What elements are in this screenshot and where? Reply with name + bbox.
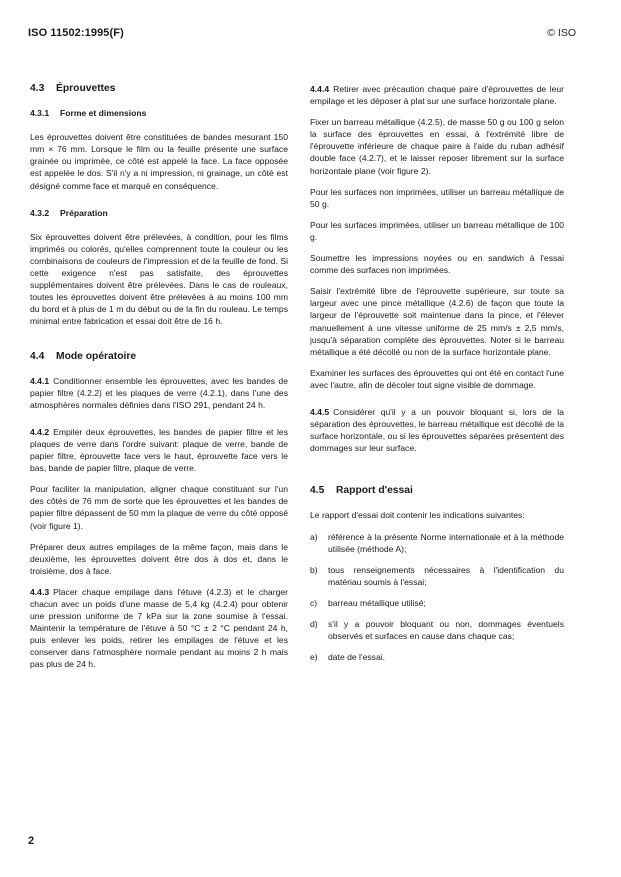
clause-text: Considérer qu'il y a un pouvoir bloquant si, lors de la séparation des éprouvettes, le barreau métallique est décollé de la surface horizontale, ou si les éprouvettes séparées présentent des dommages sur leur surface. xyxy=(310,406,564,454)
clause-text: Placer chaque empilage dans l'étuve (4.2.3) et le charger chacun avec un poids d'une masse de 5,4 kg (4.2.4) pour obtenir une pression uniforme de 7 kPa sur la zone soumise à l'essai. Maintenir la température de l'étuve à 50 °C ± 2 °C pendant 24 h, puis enlever les poids, retirer les empilages de l'étuve et les conserver dans l'atmosphère normale pendant au moins 2 h mais pas plus de 24 h. xyxy=(30,586,288,670)
list-text: référence à la présente Norme internationale et à la méthode utilisée (méthode A); xyxy=(328,531,564,554)
list-text: date de l'essai. xyxy=(328,652,386,663)
list-item xyxy=(310,618,564,642)
paragraph: Examiner les surfaces des éprouvettes qui ont été en contact l'une avec l'autre, afin de décoler tout signe visible de dommage. xyxy=(310,367,564,390)
section-number: 4.3 xyxy=(30,83,45,94)
paragraph: Fixer un barreau métallique (4.2.5), de masse 50 g ou 100 g selon la surface des éprouvettes en essai, à l'extrémité libre de l'éprouvette inférieure de chaque paire à l'aide du ruban adhésif double face (4.2.7), et le laisser reposer librement sur la surface horizontale plane (voir figure 2). xyxy=(310,117,564,176)
paragraph xyxy=(310,406,564,454)
standard-reference: ISO 11502:1995(F) xyxy=(28,27,124,39)
clause-number: 4.4.1 xyxy=(30,375,50,386)
page-number: 2 xyxy=(28,835,35,847)
clause-text: Retirer avec précaution chaque paire d'éprouvettes de leur empilage et les déposer à plat sur une surface horizontale plane. xyxy=(310,84,564,107)
section-title: Rapport d'essai xyxy=(336,485,413,497)
section-4-4-heading xyxy=(30,351,288,363)
list-label: d) xyxy=(310,619,318,629)
list-label: a) xyxy=(310,531,318,542)
list-label: b) xyxy=(310,564,318,575)
section-number: 4.3.2 xyxy=(30,207,50,218)
paragraph: Pour faciliter la manipulation, aligner chaque constituant sur l'un des côtés de 76 mm de sorte que les éprouvettes et les bandes de papier filtre dépassent de 50 mm la plaque de verre du côté opposé (voir figure 1). xyxy=(30,484,288,531)
paragraph xyxy=(310,83,564,107)
list-label: c) xyxy=(310,597,318,608)
list-item xyxy=(310,531,564,555)
list-item xyxy=(310,651,564,663)
copyright-notice: © ISO xyxy=(547,27,576,39)
section-4-3-1-heading xyxy=(30,107,288,119)
clause-number: 4.4.4 xyxy=(310,84,330,94)
clause-number: 4.4.2 xyxy=(30,426,50,437)
paragraph: Les éprouvettes doivent être constituées de bandes mesurant 150 mm × 76 mm. Lorsque le film ou la feuille présente une surface grainée ou imprimée, ce côté est appelé la face. La face opposée est appelée le dos. S'il n'y a ni impression, ni grainage, un côté est désigné comme face et marqué en conséquence. xyxy=(30,132,288,191)
section-title: Mode opératoire xyxy=(56,350,137,362)
right-column xyxy=(310,83,564,672)
list-text: tous renseignements nécessaires à l'identification du matériau soumis à l'essai; xyxy=(328,564,564,587)
section-number: 4.5 xyxy=(310,485,325,497)
section-title: Forme et dimensions xyxy=(60,108,147,119)
section-number: 4.4 xyxy=(30,350,45,362)
clause-number: 4.4.5 xyxy=(310,406,330,417)
list-label: e) xyxy=(310,652,318,663)
section-title: Préparation xyxy=(60,207,108,218)
section-number: 4.3.1 xyxy=(30,108,50,119)
paragraph: Pour les surfaces non imprimées, utiliser un barreau métallique de 50 g. xyxy=(310,186,564,209)
paragraph: Six éprouvettes doivent être prélevées, à condition, pour les films imprimés ou colorés, qu'elles comprennent toute la couleur ou les combinaisons de couleurs de l'impression et de la feuille de fond. Si cette exigence n'est pas satisfaite, des éprouvettes supplémentaires doivent être prélevées. Dans le cas de rouleaux, toutes les éprouvettes doivent être prélevées à au moins 100 mm du bord et à plus de 1 m du début ou de la fin du rouleau. Le temps minimal entre fabrication et essai doit être de 16 h. xyxy=(30,231,288,327)
clause-text: Empiler deux éprouvettes, les bandes de papier filtre et les plaques de verre dans l'ordre suivant: plaque de verre, bande de papier filtre, éprouvette face vers le haut, éprouvette face vers le bas, bande de papier filtre, plaque de verre. xyxy=(30,426,288,474)
left-column xyxy=(30,83,288,680)
paragraph xyxy=(30,426,288,474)
section-4-3-heading xyxy=(30,83,288,95)
paragraph: Soumettre les impressions noyées ou en sandwich à l'essai comme des surfaces non imprimées. xyxy=(310,253,564,276)
list-item xyxy=(310,597,564,609)
list-text: barreau métallique utilisé; xyxy=(328,597,426,608)
paragraph: Pour les surfaces imprimées, utiliser un barreau métallique de 100 g. xyxy=(310,219,564,242)
paragraph xyxy=(30,586,288,671)
list-item xyxy=(310,564,564,588)
paragraph xyxy=(30,375,288,411)
clause-text: Conditionner ensemble les éprouvettes, avec les bandes de papier filtre (4.2.2) et les plaques de verre (4.2.1), dans l'une des atmosphères normales définies dans l'ISO 291, pendant 24 h. xyxy=(30,375,288,410)
paragraph: Saisir l'extrémité libre de l'éprouvette supérieure, sur toute sa largeur avec une pince métallique (4.2.6) de façon que toute la largeur de l'éprouvette soit maintenue dans la pince, et l'élever manuellement à une vitesse uniforme de 25 mm/s ± 2,5 mm/s, jusqu'à séparation complète des éprouvettes. Noter si le barreau métallique a été décollé ou non de la surface horizontale plane. xyxy=(310,286,564,357)
paragraph: Le rapport d'essai doit contenir les indications suivantes: xyxy=(310,510,525,521)
clause-number: 4.4.3 xyxy=(30,586,50,597)
section-4-3-2-heading xyxy=(30,207,288,219)
section-title: Éprouvettes xyxy=(56,83,116,94)
section-4-5-heading xyxy=(310,485,564,497)
list-text: s'il y a pouvoir bloquant ou non, dommages éventuels observés et surfaces en cause dans chaque cas; xyxy=(328,619,564,642)
paragraph: Préparer deux autres empilages de la même façon, mais dans le deuxième, les éprouvettes doivent être dos à dos et, dans le troisième, dos à face. xyxy=(30,541,288,576)
